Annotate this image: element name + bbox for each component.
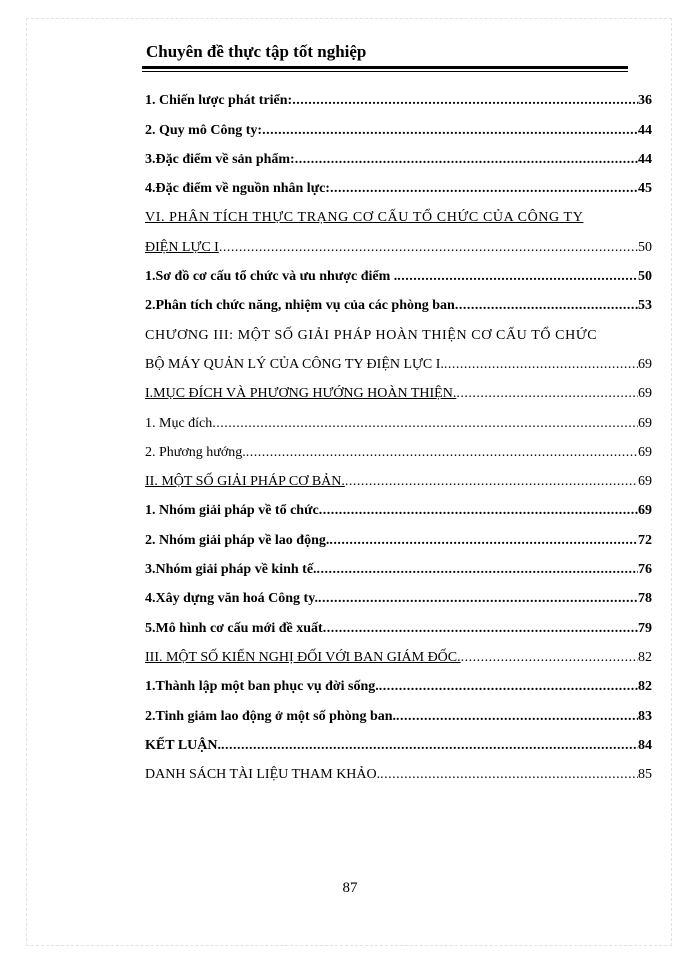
toc-entry-title: II. MỘT SỐ GIẢI PHÁP CƠ BẢN.: [145, 474, 345, 490]
table-of-contents: [145, 80, 652, 783]
toc-entry: [145, 695, 652, 724]
toc-entry-page: 76: [638, 562, 652, 578]
toc-leader-dots: [397, 269, 638, 285]
toc-entry-title: 3.Nhóm giải pháp về kinh tế.: [145, 562, 317, 578]
toc-entry-title: 5.Mô hình cơ cấu mới đề xuất: [145, 620, 323, 636]
toc-entry: [145, 519, 652, 548]
toc-entry: [145, 256, 652, 285]
toc-leader-dots: [380, 767, 638, 783]
toc-entry: [145, 344, 652, 373]
toc-leader-dots: [444, 357, 638, 373]
toc-entry-title: DANH SÁCH TÀI LIỆU THAM KHẢO.: [145, 767, 381, 783]
toc-entry-page: 50: [638, 269, 652, 285]
toc-entry-page: 69: [638, 415, 652, 431]
toc-entry-title: 2.Tinh giảm lao động ở một số phòng ban.: [145, 708, 397, 724]
toc-entry-page: 82: [638, 679, 652, 695]
toc-entry: [145, 666, 652, 695]
toc-entry-title: 1. Nhóm giải pháp về tổ chức: [145, 503, 319, 519]
toc-entry-title: 2. Quy mô Công ty:: [145, 122, 263, 138]
toc-entry-title: 1. Mục đích: [145, 415, 213, 431]
toc-entry-page: 83: [638, 708, 652, 724]
toc-leader-dots: [317, 562, 638, 578]
toc-entry: [145, 637, 652, 666]
toc-entry-page: 84: [638, 737, 652, 753]
toc-entry-title: 1.Sơ đồ cơ cấu tổ chức và ưu nhược điểm .: [145, 269, 398, 285]
toc-leader-dots: [292, 93, 638, 109]
toc-leader-dots: [319, 503, 638, 519]
toc-entry-title: CHƯƠNG III: MỘT SỐ GIẢI PHÁP HOÀN THIỆN CƠ CẤU TỔ CHỨC: [145, 327, 598, 343]
toc-entry: [145, 80, 652, 109]
toc-entry-title: III. MỘT SỐ KIẾN NGHỊ ĐỐI VỚI BAN GIÁM ĐỐC.: [145, 649, 461, 665]
toc-leader-dots: [323, 621, 638, 637]
toc-entry-title: 2. Nhóm giải pháp về lao động.: [145, 532, 330, 548]
toc-entry: [145, 432, 652, 461]
toc-entry-page: 72: [638, 532, 652, 548]
toc-entry-title: 1.Thành lập một ban phục vụ đời sống.: [145, 679, 379, 695]
toc-leader-dots: [455, 298, 638, 314]
toc-entry: [145, 490, 652, 519]
toc-entry: [145, 549, 652, 578]
page-number: 87: [342, 880, 358, 896]
toc-entry-title: 3.Đặc điểm về sản phẩm:: [145, 151, 295, 167]
toc-entry-page: 36: [638, 93, 652, 109]
toc-entry-page: 82: [638, 649, 652, 665]
header-rule-thin: [142, 71, 628, 72]
toc-leader-dots: [219, 240, 638, 256]
toc-entry: [145, 373, 652, 402]
toc-entry-page: 69: [638, 474, 652, 490]
toc-entry: [145, 607, 652, 636]
toc-entry: [145, 139, 652, 168]
toc-leader-dots: [318, 591, 638, 607]
toc-leader-dots: [246, 445, 638, 461]
toc-leader-dots: [295, 152, 638, 168]
toc-entry: [145, 578, 652, 607]
toc-entry-page: 44: [638, 122, 652, 138]
toc-entry: [145, 314, 652, 343]
toc-entry-page: 44: [638, 151, 652, 167]
toc-leader-dots: [379, 679, 638, 695]
toc-entry-page: 69: [638, 356, 652, 372]
toc-leader-dots: [396, 709, 638, 725]
toc-entry-page: 53: [638, 298, 652, 314]
toc-entry-title: 1. Chiến lược phát triển:: [145, 93, 293, 109]
toc-entry: [145, 402, 652, 431]
toc-entry-page: 69: [638, 503, 652, 519]
toc-leader-dots: [345, 474, 638, 490]
toc-entry: [145, 226, 652, 255]
toc-entry-title: 4.Xây dựng văn hoá Công ty.: [145, 591, 318, 607]
toc-entry: [145, 109, 652, 138]
toc-entry-title: 2. Phương hướng.: [145, 444, 246, 460]
toc-entry-page: 45: [638, 181, 652, 197]
toc-entry-title: VI. PHÂN TÍCH THỰC TRẠNG CƠ CẤU TỔ CHỨC CỦA CÔNG TY: [145, 210, 584, 226]
toc-entry-page: 79: [638, 620, 652, 636]
toc-entry-title: BỘ MÁY QUẢN LÝ CỦA CÔNG TY ĐIỆN LỰC I.: [145, 356, 444, 372]
running-header: Chuyên đề thực tập tốt nghiệp: [146, 42, 367, 61]
header-rule-thick: [142, 66, 628, 69]
toc-entry-page: 50: [638, 239, 652, 255]
toc-entry: [145, 754, 652, 783]
toc-entry: [145, 725, 652, 754]
toc-leader-dots: [330, 181, 638, 197]
toc-entry: [145, 285, 652, 314]
toc-leader-dots: [212, 416, 638, 432]
toc-entry: [145, 197, 652, 226]
toc-leader-dots: [456, 386, 638, 402]
toc-entry-title: 4.Đặc điểm về nguồn nhân lực:: [145, 181, 330, 197]
toc-entry-page: 78: [638, 591, 652, 607]
toc-leader-dots: [221, 738, 638, 754]
toc-entry-page: 69: [638, 386, 652, 402]
toc-entry-page: 69: [638, 444, 652, 460]
toc-entry-title: KẾT LUẬN.: [145, 737, 221, 753]
toc-entry-title: ĐIỆN LỰC I: [145, 239, 219, 255]
toc-entry-title: I.MỤC ĐÍCH VÀ PHƯƠNG HƯỚNG HOÀN THIỆN.: [145, 386, 457, 402]
toc-leader-dots: [262, 123, 638, 139]
toc-leader-dots: [461, 650, 638, 666]
toc-leader-dots: [329, 533, 638, 549]
toc-entry-page: 85: [638, 767, 652, 783]
toc-entry: [145, 168, 652, 197]
toc-entry: [145, 461, 652, 490]
toc-entry-title: 2.Phân tích chức năng, nhiệm vụ của các phòng ban: [145, 298, 455, 314]
